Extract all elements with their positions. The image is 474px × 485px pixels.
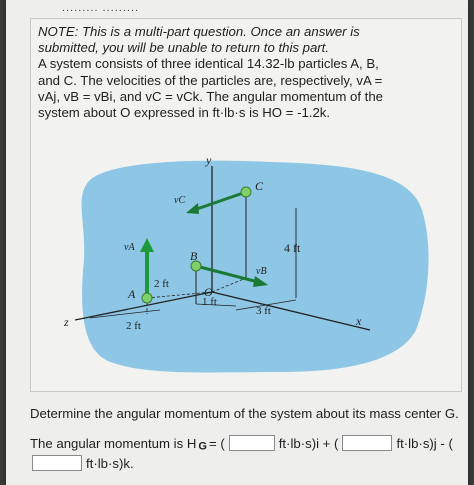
cutoff-header: ......... .........: [62, 2, 140, 14]
unit-k-label: ft·lb·s)k.: [86, 455, 134, 471]
label-2ft-a: 2 ft: [154, 278, 169, 290]
question-text: Determine the angular momentum of the system about its mass center G.: [30, 406, 459, 421]
particle-a: [142, 293, 152, 303]
problem-note: [38, 24, 438, 121]
label-4ft: 4 ft: [284, 241, 301, 255]
hg-i-input[interactable]: [229, 435, 275, 451]
answer-row-1: [30, 434, 453, 453]
particle-c: [241, 187, 251, 197]
note-line-1: NOTE: This is a multi-part question. Once an answer is: [38, 24, 360, 39]
note-line-3: A system consists of three identical 14.32-lb particles A, B,: [38, 56, 379, 72]
hg-k-input[interactable]: [32, 455, 82, 471]
label-y: y: [206, 153, 212, 167]
note-line-5: vAj, vB = vBi, and vC = vCk. The angular momentum of the: [38, 88, 383, 104]
unit-j-label: ft·lb·s)j - (: [396, 435, 453, 451]
label-x: x: [356, 314, 362, 328]
unit-i-label: ft·lb·s)i + (: [278, 435, 339, 451]
label-z: z: [64, 315, 69, 329]
answer-prefix: The angular momentum is H: [30, 435, 197, 451]
label-C: C: [255, 179, 264, 193]
hg-j-input[interactable]: [342, 435, 392, 451]
answer-eq-open: = (: [208, 435, 225, 451]
answer-row-2: [30, 455, 134, 471]
particle-system-figure: [50, 150, 450, 385]
note-line-2: submitted, you will be unable to return to this part.: [38, 40, 330, 56]
label-2ft-b: 2 ft: [126, 320, 141, 332]
label-1ft: 1 ft: [202, 296, 217, 308]
label-vB: vB: [256, 266, 267, 277]
label-B: B: [190, 249, 198, 263]
answer-subscript: G: [198, 440, 207, 453]
label-3ft: 3 ft: [256, 305, 271, 317]
note-line-4: and C. The velocities of the particles are, respectively, vA =: [38, 72, 383, 88]
label-vA: vA: [124, 242, 135, 253]
note-line-6: system about O expressed in ft·lb·s is HO = -1.2k.: [38, 105, 331, 121]
label-A: A: [128, 287, 136, 301]
label-vC: vC: [174, 195, 186, 206]
label-O: O: [204, 285, 213, 299]
